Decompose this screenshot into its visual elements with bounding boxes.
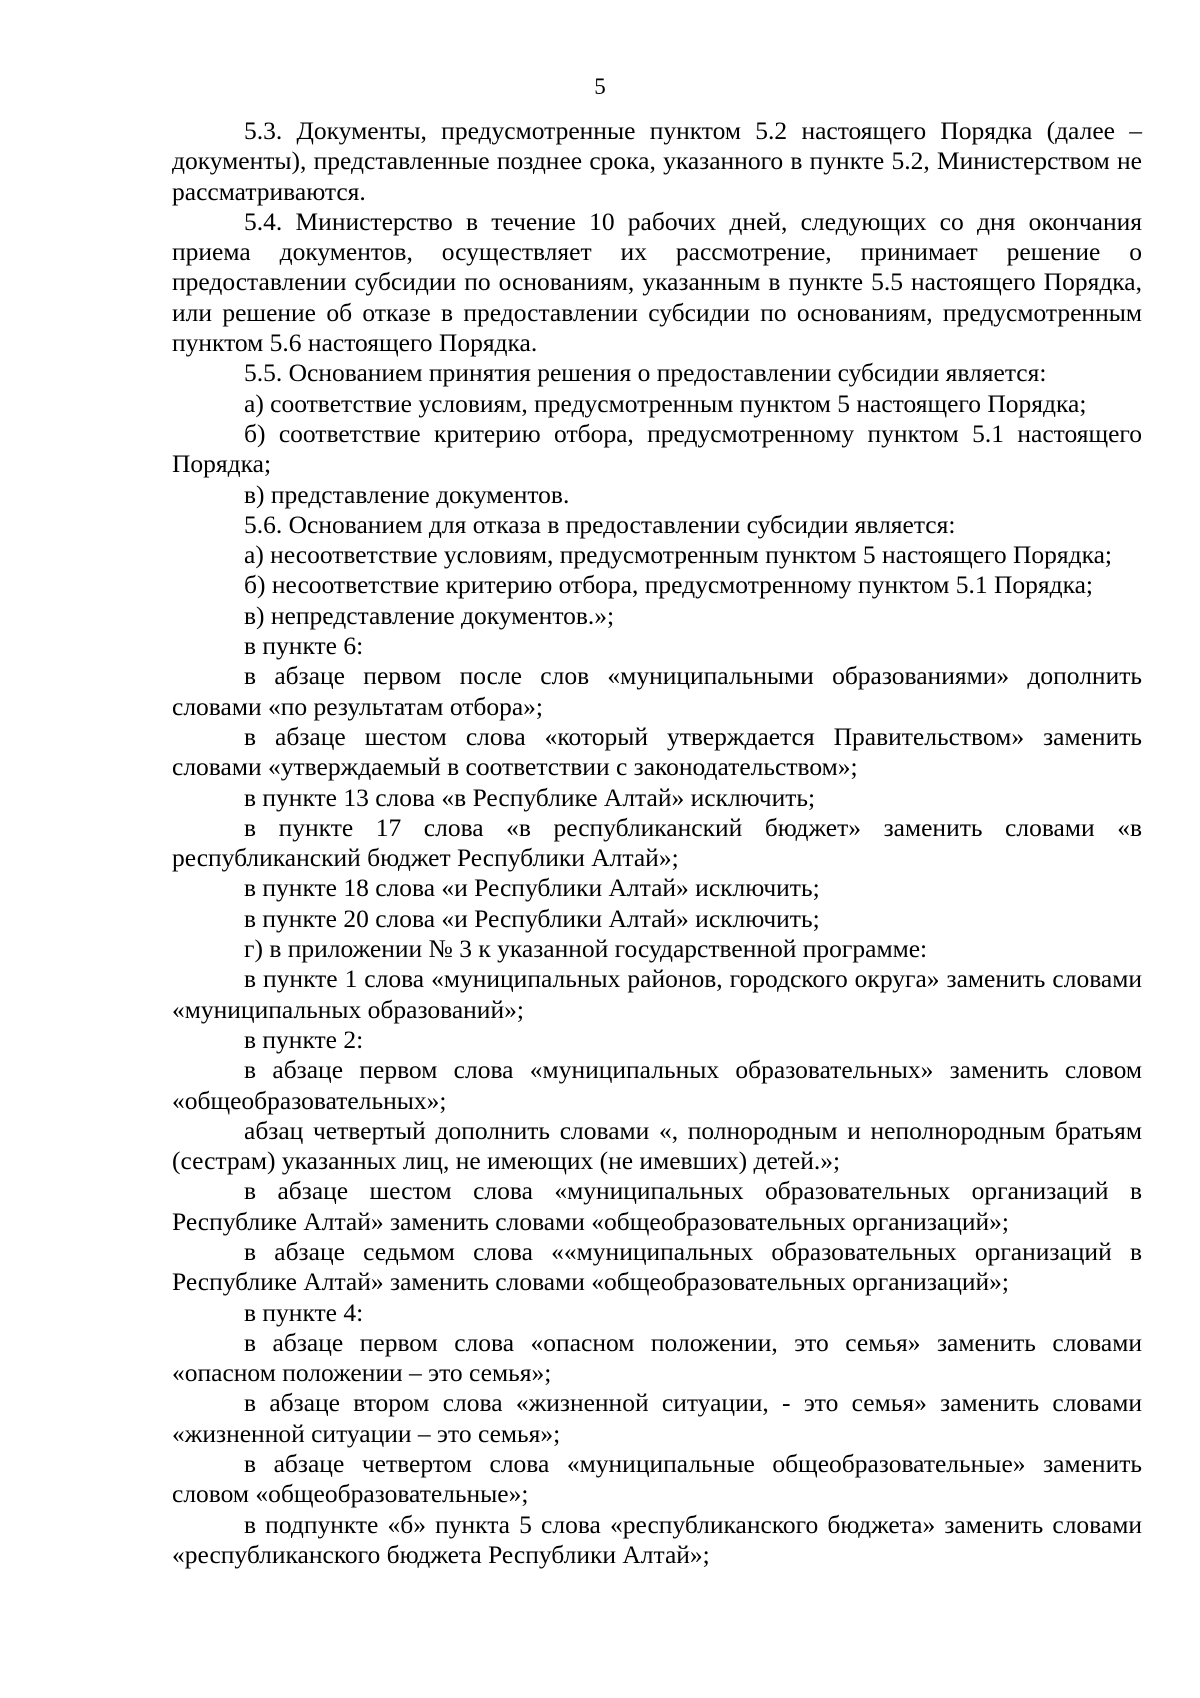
paragraph: в подпункте «б» пункта 5 слова «республиканского бюджета» заменить словами «республиканского бюджета Республики Алтай»; [172,1509,1142,1569]
paragraph: в абзаце седьмом слова ««муниципальных образовательных организаций в Республике Алтай» заменить словами «общеобразовательных организаций»; [172,1236,1142,1297]
paragraph: г) в приложении № 3 к указанной государственной программе: [244,934,928,964]
paragraph: в пункте 1 слова «муниципальных районов, городского округа» заменить словами «муниципальных образований»; [172,964,1142,1024]
paragraph: в пункте 6: [244,631,364,661]
paragraph: в пункте 13 слова «в Республике Алтай» исключить; [244,782,816,812]
paragraph: в абзаце шестом слова «который утверждается Правительством» заменить словами «утверждаемый в соответствии с законодательством»; [172,721,1142,782]
paragraph: в абзаце первом после слов «муниципальными образованиями» дополнить словами «по результатам отбора»; [172,661,1142,721]
paragraph: а) несоответствие условиям, предусмотренным пунктом 5 настоящего Порядка; [244,540,1113,570]
paragraph: б) несоответствие критерию отбора, предусмотренному пунктом 5.1 Порядка; [244,570,1094,600]
paragraph: в) представление документов. [244,479,570,509]
paragraph: 5.4. Министерство в течение 10 рабочих дней, следующих со дня окончания приема документов, осуществляет их рассмотрение, принимает решение о предоставлении субсидии по основаниям, указанным в пункте 5.5 настоящего Порядка, или решение об отказе в предоставлении субсидии по основаниям, предусмотренным пунктом 5.6 настоящего Порядка. [172,206,1142,358]
paragraph: абзац четвертый дополнить словами «, полнородным и неполнородным братьям (сестрам) указанных лиц, не имеющих (не имевших) детей.»; [172,1115,1142,1176]
paragraph: а) соответствие условиям, предусмотренным пунктом 5 настоящего Порядка; [244,388,1087,418]
paragraph: 5.5. Основанием принятия решения о предоставлении субсидии является: [244,358,1047,388]
document-body [172,116,1142,1570]
paragraph: в абзаце четвертом слова «муниципальные общеобразовательные» заменить словом «общеобразовательные»; [172,1449,1142,1509]
paragraph: в) непредставление документов.»; [244,600,615,630]
paragraph: в абзаце шестом слова «муниципальных образовательных организаций в Республике Алтай» заменить словами «общеобразовательных организаций»; [172,1176,1142,1236]
paragraph: в абзаце первом слова «муниципальных образовательных» заменить словом «общеобразовательных»; [172,1055,1142,1115]
paragraph: в абзаце втором слова «жизненной ситуации, - это семья» заменить словами «жизненной ситуации – это семья»; [172,1388,1142,1448]
paragraph: в пункте 18 слова «и Республики Алтай» исключить; [244,873,820,903]
paragraph: в пункте 4: [244,1297,364,1327]
paragraph: 5.6. Основанием для отказа в предоставлении субсидии является: [244,509,956,539]
paragraph: в пункте 20 слова «и Республики Алтай» исключить; [244,903,820,933]
paragraph: в пункте 2: [244,1024,364,1054]
paragraph: б) соответствие критерию отбора, предусмотренному пунктом 5.1 настоящего Порядка; [172,418,1142,479]
paragraph: в пункте 17 слова «в республиканский бюджет» заменить словами «в республиканский бюджет Республики Алтай»; [172,812,1142,873]
page-number: 5 [594,74,606,99]
paragraph: в абзаце первом слова «опасном положении, это семья» заменить словами «опасном положении – это семья»; [172,1327,1142,1388]
paragraph: 5.3. Документы, предусмотренные пунктом 5.2 настоящего Порядка (далее – документы), представленные позднее срока, указанного в пункте 5.2, Министерством не рассматриваются. [172,116,1142,206]
